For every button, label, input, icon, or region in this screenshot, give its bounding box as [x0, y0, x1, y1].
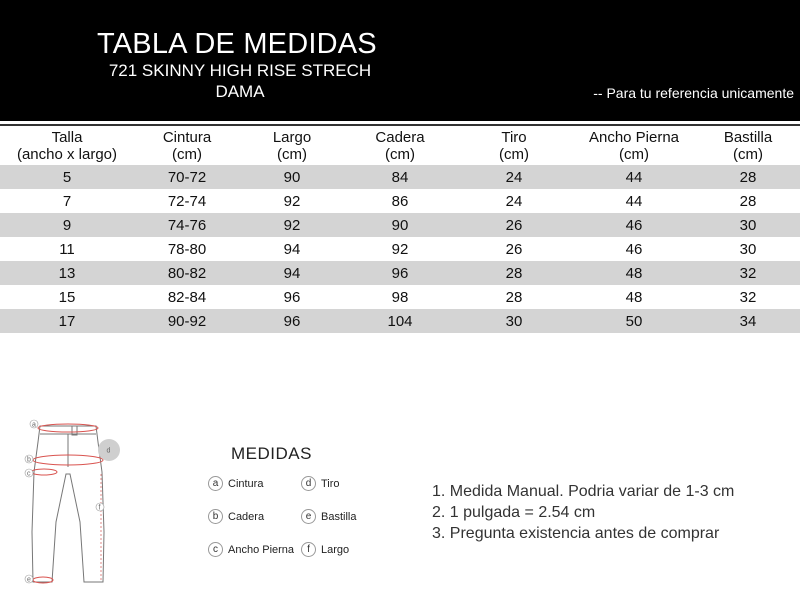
table-cell: 11 — [0, 237, 134, 261]
table-cell: 98 — [344, 285, 456, 309]
table-cell: 84 — [344, 165, 456, 189]
table-cell: 48 — [572, 285, 696, 309]
table-cell: 96 — [240, 309, 344, 333]
table-cell: 32 — [696, 285, 800, 309]
table-cell: 74-76 — [134, 213, 240, 237]
table-cell: 28 — [456, 285, 572, 309]
legend-letter-b: b — [208, 509, 223, 524]
table-cell: 104 — [344, 309, 456, 333]
legend-item-tiro — [301, 476, 340, 491]
legend-label-ancho-pierna: Ancho Pierna — [228, 543, 295, 556]
marker-f: f — [98, 504, 101, 512]
column-header-talla: Talla (ancho x largo) — [0, 125, 134, 165]
column-header-tiro: Tiro (cm) — [456, 125, 572, 165]
marker-e: e — [27, 576, 31, 584]
table-cell: 92 — [240, 213, 344, 237]
page-title: TABLA DE MEDIDAS — [97, 28, 377, 60]
table-header-row — [0, 125, 800, 165]
table-cell: 9 — [0, 213, 134, 237]
note-item: 3. Pregunta existencia antes de comprar — [432, 525, 720, 542]
table-cell: 92 — [344, 237, 456, 261]
table-cell: 28 — [696, 165, 800, 189]
reference-note: -- Para tu referencia unicamente — [593, 85, 794, 101]
marker-b: b — [27, 456, 31, 464]
table-cell: 30 — [696, 213, 800, 237]
legend-item-cadera — [208, 509, 264, 524]
table-cell: 44 — [572, 165, 696, 189]
table-row — [0, 309, 800, 333]
table-cell: 30 — [456, 309, 572, 333]
table-row — [0, 189, 800, 213]
table-row — [0, 237, 800, 261]
table-cell: 94 — [240, 237, 344, 261]
table-cell: 90 — [344, 213, 456, 237]
table-cell: 28 — [456, 261, 572, 285]
table-cell: 15 — [0, 285, 134, 309]
table-row — [0, 285, 800, 309]
table-cell: 86 — [344, 189, 456, 213]
table-cell: 90 — [240, 165, 344, 189]
size-table — [0, 124, 800, 333]
table-cell: 96 — [240, 285, 344, 309]
subtitle-category: DAMA — [215, 82, 265, 101]
column-header-largo: Largo (cm) — [240, 125, 344, 165]
marker-d: d — [106, 447, 111, 455]
header-banner — [0, 0, 800, 121]
column-header-ancho-pierna: Ancho Pierna (cm) — [572, 125, 696, 165]
legend-letter-e: e — [301, 509, 316, 524]
legend-label-cintura: Cintura — [228, 477, 264, 490]
table-cell: 48 — [572, 261, 696, 285]
table-cell: 94 — [240, 261, 344, 285]
notes-list — [432, 481, 734, 544]
measure-guides — [31, 421, 103, 583]
table-cell: 92 — [240, 189, 344, 213]
table-cell: 24 — [456, 189, 572, 213]
pants-outline — [32, 426, 104, 582]
legend-label-cadera: Cadera — [228, 510, 265, 523]
legend-title: MEDIDAS — [231, 444, 312, 463]
legend-item-ancho-pierna — [208, 542, 294, 557]
table-cell: 90-92 — [134, 309, 240, 333]
legend-letter-a: a — [208, 476, 223, 491]
subtitle-product: 721 SKINNY HIGH RISE STRECH — [108, 61, 372, 80]
marker-a: a — [32, 421, 36, 429]
table-row — [0, 165, 800, 189]
table-cell: 34 — [696, 309, 800, 333]
table-cell: 78-80 — [134, 237, 240, 261]
table-row — [0, 213, 800, 237]
table-cell: 44 — [572, 189, 696, 213]
legend-item-bastilla — [301, 509, 356, 524]
table-cell: 96 — [344, 261, 456, 285]
table-cell: 5 — [0, 165, 134, 189]
table-row — [0, 261, 800, 285]
legend-label-tiro: Tiro — [321, 477, 340, 490]
table-cell: 32 — [696, 261, 800, 285]
page-subtitle — [100, 60, 380, 102]
table-cell: 26 — [456, 213, 572, 237]
legend-item-largo — [301, 542, 349, 557]
table-cell: 46 — [572, 213, 696, 237]
table-cell: 70-72 — [134, 165, 240, 189]
legend-letter-c: c — [208, 542, 223, 557]
table-cell: 50 — [572, 309, 696, 333]
marker-c: c — [27, 470, 31, 478]
table-cell: 17 — [0, 309, 134, 333]
legend-letter-d: d — [301, 476, 316, 491]
legend-item-cintura — [208, 476, 263, 491]
table-cell: 72-74 — [134, 189, 240, 213]
table-cell: 24 — [456, 165, 572, 189]
legend-label-largo: Largo — [321, 543, 350, 556]
table-cell: 26 — [456, 237, 572, 261]
note-item: 2. 1 pulgada = 2.54 cm — [432, 504, 596, 521]
column-header-cadera: Cadera (cm) — [344, 125, 456, 165]
pants-diagram — [18, 412, 128, 590]
legend-letter-f: f — [301, 542, 316, 557]
table-cell: 46 — [572, 237, 696, 261]
table-cell: 28 — [696, 189, 800, 213]
note-item: 1. Medida Manual. Podria variar de 1-3 cm — [432, 483, 735, 500]
table-cell: 82-84 — [134, 285, 240, 309]
column-header-cintura: Cintura (cm) — [134, 125, 240, 165]
table-cell: 13 — [0, 261, 134, 285]
table-cell: 7 — [0, 189, 134, 213]
legend-label-bastilla: Bastilla — [321, 510, 357, 523]
table-cell: 80-82 — [134, 261, 240, 285]
table-cell: 30 — [696, 237, 800, 261]
column-header-bastilla: Bastilla (cm) — [696, 125, 800, 165]
